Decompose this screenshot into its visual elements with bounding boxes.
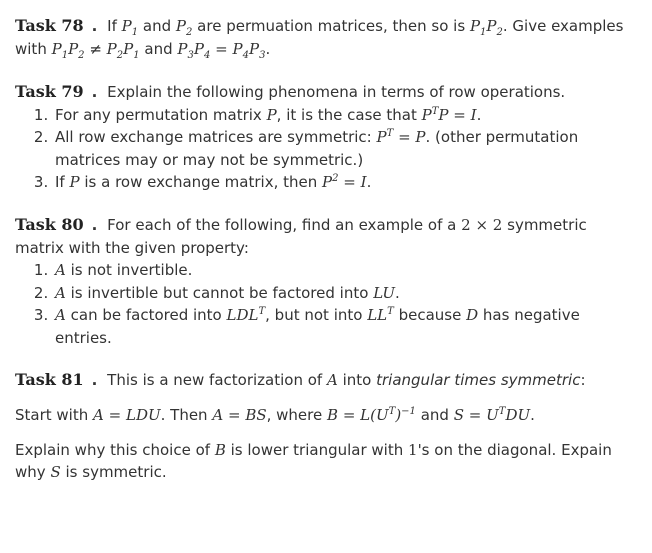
task-78-body: Task 78 . If $P_1$ and $P_2$ are permuation matrices, then so is $P_1P_2$. Give examples with $P_1P_2 \ne P_2P_1$ and $P_3P_4 = P_4P_3$. [15,16,624,61]
text: Explain the following phenomena in terms of row operations. [107,82,566,101]
task-title: Task 78 [15,16,84,35]
math: $P_1$ [121,17,139,38]
text: and [144,40,173,58]
text: If [107,17,117,35]
list-item: 2. All row exchange matrices are symmetric: $P^T = P$. (other permutation matrices may or may not be symmetric.) [53,126,634,171]
task-79-intro: Task 79 . Explain the following phenomena in terms of row operations. [15,81,566,101]
task-81-line2: Start with A = LDU. Then A = BS, where $B = L(U^T)^{-1}$ and $S = U^TDU$. [15,406,535,424]
task-80-list [15,259,634,349]
text: are permuation matrices, then so is [197,17,466,35]
list-item: 1. For any permutation matrix P, it is the case that $P^TP = I$. [53,104,634,127]
math: $P_3P_4 = P_4P_3$ [177,40,266,61]
task-80-intro: Task 80 . For each of the following, find an example of a 2 × 2 symmetric matrix with the given property: [15,214,587,257]
task-79 [15,80,634,194]
text: . Give examples with [15,17,624,58]
list-item: 2. A is invertible but cannot be factored into LU. [53,282,634,305]
task-78 [15,14,634,61]
math: $P_2$ [175,17,193,38]
list-item: 3. A can be factored into $LDL^T$, but not into $LL^T$ because D has negative entries. [53,304,634,349]
task-81 [15,368,634,484]
task-title: Task 81 [15,370,84,389]
task-79-list [15,104,634,194]
text: and [142,17,172,35]
task-80 [15,213,634,350]
task-title: Task 80 [15,214,84,234]
task-title: Task 79 [15,81,84,101]
math: $P_1P_2$ [469,17,503,38]
list-item: 3. If P is a row exchange matrix, then $P^2 = I$. [53,171,634,194]
task-81-intro: Task 81 . This is a new factorization of A into triangular times symmetric: [15,370,586,389]
task-81-para: Explain why this choice of B is lower triangular with 1's on the diagonal. Expain why S is symmetric. [15,440,612,481]
math: $P_1P_2 \ne P_2P_1$ [51,40,140,61]
list-item: 1. A is not invertible. [53,259,634,282]
text: . [265,40,271,58]
